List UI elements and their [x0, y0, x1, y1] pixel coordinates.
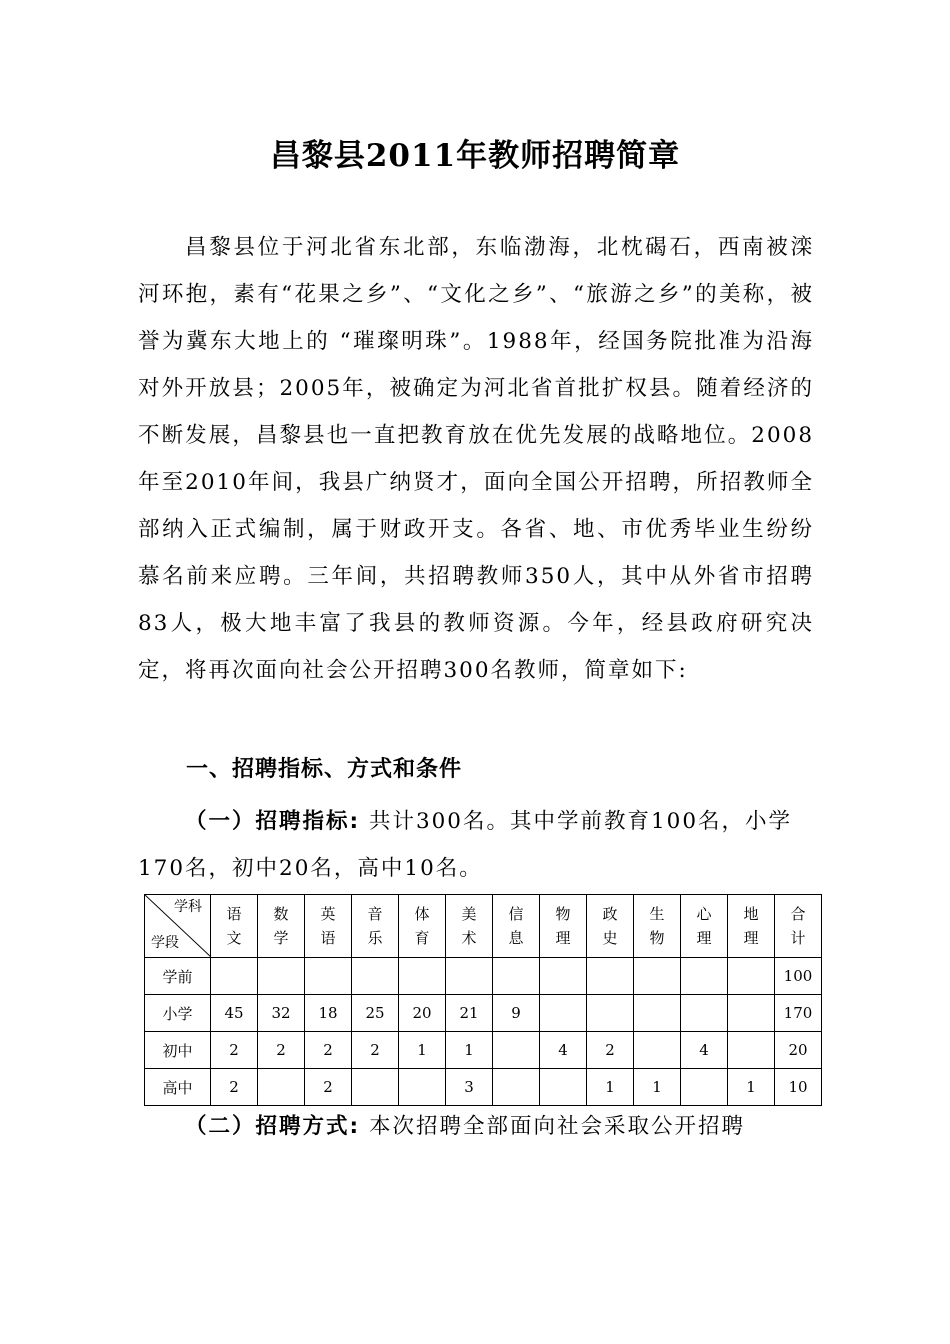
column-header-label: 体育 [414, 905, 430, 947]
table-cell: 2 [258, 1032, 305, 1069]
table-row [145, 958, 822, 995]
column-header-label: 美术 [461, 905, 477, 947]
table-cell: 3 [446, 1069, 493, 1106]
table-cell [634, 995, 681, 1032]
method-text: 本次招聘全部面向社会采取公开招聘 [360, 1114, 745, 1139]
table-cell: 45 [211, 995, 258, 1032]
table-row [145, 1069, 822, 1106]
recruitment-quota-paragraph [138, 798, 814, 892]
table-cell [493, 958, 540, 995]
table-cell: 2 [211, 1069, 258, 1106]
column-header [258, 895, 305, 958]
table-cell: 100 [775, 958, 822, 995]
column-header [775, 895, 822, 958]
table-cell: 1 [634, 1069, 681, 1106]
table-cell: 2 [352, 1032, 399, 1069]
column-header [399, 895, 446, 958]
table-cell [493, 1069, 540, 1106]
table-cell [305, 958, 352, 995]
table-cell: 2 [305, 1069, 352, 1106]
column-header [493, 895, 540, 958]
table-cell [681, 958, 728, 995]
table-cell [540, 995, 587, 1032]
table-cell [587, 995, 634, 1032]
table-cell: 9 [493, 995, 540, 1032]
table-cell: 1 [399, 1032, 446, 1069]
table-cell: 20 [399, 995, 446, 1032]
table-cell [352, 958, 399, 995]
table-cell: 10 [775, 1069, 822, 1106]
column-header-label: 英语 [320, 905, 336, 947]
table-cell [540, 1069, 587, 1106]
section-heading-1: 一、招聘指标、方式和条件 [186, 757, 463, 782]
column-header-label: 音乐 [367, 905, 383, 947]
table-cell: 4 [540, 1032, 587, 1069]
column-header [634, 895, 681, 958]
table-cell [258, 958, 305, 995]
table-cell [681, 995, 728, 1032]
table-cell: 2 [305, 1032, 352, 1069]
column-header-label: 物理 [555, 905, 571, 947]
stage-cell: 初中 [145, 1032, 211, 1069]
table-cell: 21 [446, 995, 493, 1032]
table-cell [446, 958, 493, 995]
stage-cell: 高中 [145, 1069, 211, 1106]
column-header [446, 895, 493, 958]
table-cell: 2 [587, 1032, 634, 1069]
column-header [305, 895, 352, 958]
table-cell [728, 958, 775, 995]
quota-table [144, 894, 822, 1106]
table-cell: 170 [775, 995, 822, 1032]
table-header-row [145, 895, 822, 958]
column-header-label: 合计 [790, 905, 806, 947]
table-cell: 4 [681, 1032, 728, 1069]
table-cell [493, 1032, 540, 1069]
table-cell: 32 [258, 995, 305, 1032]
column-header-label: 信息 [508, 905, 524, 947]
stage-cell: 小学 [145, 995, 211, 1032]
column-header-label: 语文 [226, 905, 242, 947]
column-header [728, 895, 775, 958]
table-cell [540, 958, 587, 995]
intro-paragraph: 昌黎县位于河北省东北部，东临渤海，北枕碣石，西南被滦河环抱，素有“花果之乡”、“文化之乡”、“旅游之乡”的美称，被誉为冀东大地上的 “璀璨明珠”。1988年，经国务院批准为沿海对外开放县；2005年，被确定为河北省首批扩权县。随着经济的不断发展，昌黎县也一直把教育放在优先发展的战略地位。2008年至2010年间，我县广纳贤才，面向全国公开招聘，所招教师全部纳入正式编制，属于财政开支。各省、地、市优秀毕业生纷纷慕名前来应聘。三年间，共招聘教师350人，其中从外省市招聘83人，极大地丰富了我县的教师资源。今年，经县政府研究决定，将再次面向社会公开招聘300名教师，简章如下: [138, 235, 814, 683]
table-cell [352, 1069, 399, 1106]
column-header-label: 生物 [649, 905, 665, 947]
table-cell: 1 [446, 1032, 493, 1069]
quota-label: （一）招聘指标: [185, 809, 361, 834]
column-header [587, 895, 634, 958]
column-header-label: 政史 [602, 905, 618, 947]
column-header [352, 895, 399, 958]
column-header [540, 895, 587, 958]
corner-stage-label: 学段 [151, 935, 179, 951]
table-cell: 25 [352, 995, 399, 1032]
table-cell: 1 [587, 1069, 634, 1106]
table-cell: 18 [305, 995, 352, 1032]
table-cell: 2 [211, 1032, 258, 1069]
column-header-label: 心理 [696, 905, 712, 947]
table-cell [634, 1032, 681, 1069]
column-header [211, 895, 258, 958]
stage-cell: 学前 [145, 958, 211, 995]
table-cell [399, 958, 446, 995]
quota-text: 共计300名。其中学前教育100名，小学170名，初中20名，高中10名。 [138, 809, 793, 881]
column-header [681, 895, 728, 958]
table-corner-cell [145, 895, 211, 958]
column-header-label: 地理 [743, 905, 759, 947]
table-cell [399, 1069, 446, 1106]
table-cell [587, 958, 634, 995]
method-label: （二）招聘方式: [185, 1114, 361, 1139]
recruitment-method-paragraph [138, 1103, 814, 1150]
table-cell: 1 [728, 1069, 775, 1106]
document-title: 昌黎县2011年教师招聘简章 [269, 138, 681, 174]
table-cell [728, 995, 775, 1032]
table-cell [258, 1069, 305, 1106]
table-cell [211, 958, 258, 995]
table-row [145, 995, 822, 1032]
table-cell [634, 958, 681, 995]
table-cell [728, 1032, 775, 1069]
table-cell: 20 [775, 1032, 822, 1069]
column-header-label: 数学 [273, 905, 289, 947]
table-cell [681, 1069, 728, 1106]
table-row [145, 1032, 822, 1069]
corner-subject-label: 学科 [174, 899, 202, 915]
